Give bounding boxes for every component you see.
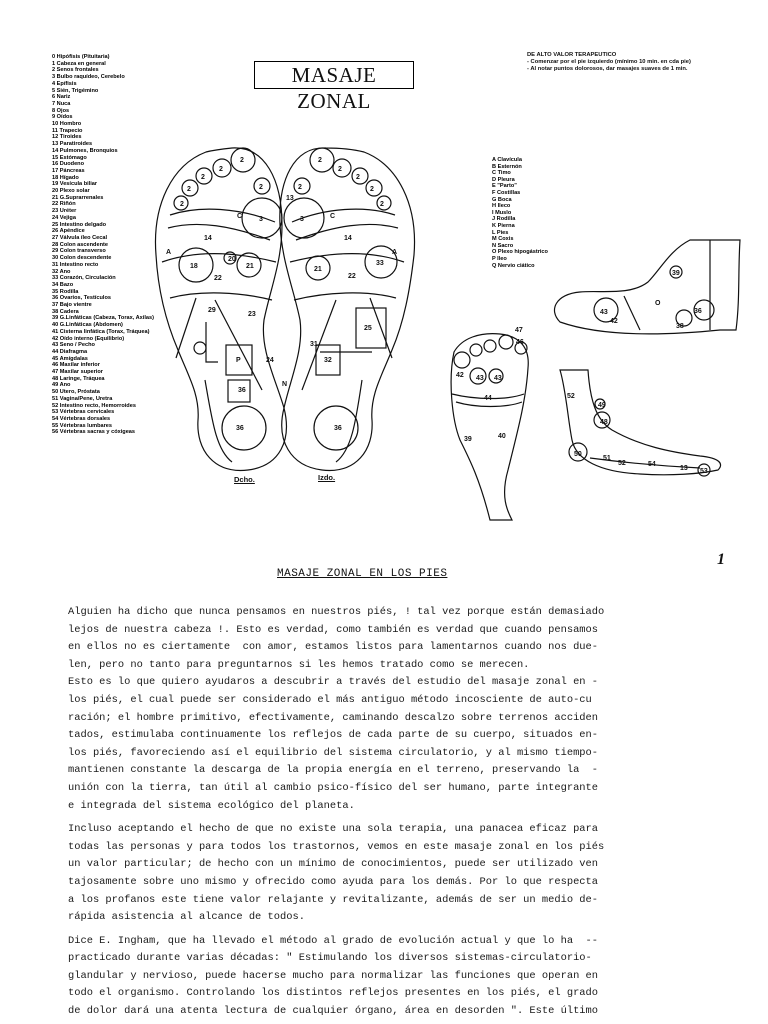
legend-item: G Boca (492, 196, 512, 203)
svg-text:29: 29 (208, 307, 216, 314)
svg-text:2: 2 (259, 184, 263, 191)
legend-item: 7 Nuca (52, 100, 71, 107)
dorsal-foot-diagram (451, 334, 528, 520)
legend-item: 22 Riñón (52, 201, 76, 208)
text-line: a los profanos este tiene valor relajante y revitalizante, además de ser un medio de- (68, 893, 599, 906)
legend-item: 49 Ano (52, 382, 71, 389)
text-line: Incluso aceptando el hecho de que no existe una sola terapia, una panacea eficaz para (68, 823, 599, 836)
text-line: todo el organismo. Controlando los distintos reflejos presentes en los piés, el grado (68, 987, 599, 1000)
svg-text:3: 3 (300, 216, 304, 223)
text-line: lejos de nuestra cabeza !. Esto es verdad, como también es verdad que cuando pensamos (68, 623, 599, 636)
legend-item: 30 Colon descendente (52, 255, 112, 262)
svg-text:2: 2 (380, 201, 384, 208)
legend-item: 4 Epífisis (52, 80, 77, 87)
therapy-line: - Comenzar por el pie izquierdo (mínimo 10 min. en cda pie) (527, 59, 691, 65)
text-line: Esto es lo que quiero ayudaros a descubrir a través del estudio del masaje zonal en - (68, 676, 599, 689)
svg-text:39: 39 (464, 436, 472, 443)
legend-item: 11 Trapecio (52, 127, 83, 134)
legend-item: 53 Vértebras cervicales (52, 409, 115, 416)
legend-item: 12 Tiroides (52, 134, 82, 141)
legend-item: O Plexo hipogástrico (492, 249, 548, 256)
text-line: Alguien ha dicho que nunca pensamos en nuestros piés, ! tal vez porque están demasiado (68, 606, 605, 618)
legend-item: 41 Cisterna linfática (Torax, Tráquea) (52, 328, 150, 335)
text-line: los piés, favoreciendo así el equilibrio del sistema circulatorio, y al mismo tiempo- (68, 746, 599, 759)
legend-item: K Pierna (492, 222, 515, 229)
text-line: unión con la tierra, tan útil al cambio psico-físico del ser humano, parte integrante (68, 781, 599, 794)
svg-text:A: A (392, 249, 398, 256)
legend-item: 13 Paratiroides (52, 141, 93, 148)
svg-text:A: A (166, 249, 172, 256)
svg-text:2: 2 (338, 166, 342, 173)
svg-text:24: 24 (266, 357, 274, 364)
text-line: glandular y nervioso, puede hacerse mucho para normalizar las funciones que operan en (68, 969, 599, 982)
legend-item: 47 Maxilar superior (52, 369, 103, 376)
legend-item: B Esternón (492, 163, 522, 170)
svg-text:P: P (236, 357, 241, 364)
svg-text:2: 2 (240, 157, 244, 164)
svg-text:2: 2 (180, 201, 184, 208)
legend-item: 32 Ano (52, 268, 71, 275)
text-line: len, pero no tanto para preguntarnos si les hemos tratado como se merecen. (68, 658, 530, 671)
svg-text:48: 48 (600, 419, 608, 426)
svg-text:2: 2 (318, 157, 322, 164)
svg-text:47: 47 (515, 327, 523, 334)
legend-item: 24 Vejiga (52, 214, 76, 221)
svg-text:36: 36 (236, 425, 244, 432)
right-foot-label: Dcho. (234, 475, 255, 484)
svg-text:C: C (330, 213, 336, 220)
svg-text:3: 3 (259, 216, 263, 223)
legend-item: Q Nervio ciático (492, 262, 535, 269)
legend-item: 3 Bulbo raquídeo, Cerebelo (52, 74, 125, 81)
svg-text:18: 18 (190, 263, 198, 270)
text-line: practicado durante varias décadas: " Estimulando los diversos sistemas-circulatorio- (68, 952, 592, 965)
legend-item: H Ileco (492, 203, 511, 210)
legend-item: 27 Válvula íleo Cecal (52, 234, 108, 241)
left-sole-diagram (280, 148, 415, 471)
svg-text:43: 43 (600, 309, 608, 316)
svg-text:44: 44 (484, 395, 492, 402)
chart-title: MASAJE ZONAL (254, 61, 414, 89)
legend-item: 1 Cabeza en general (52, 60, 106, 67)
legend-item: 29 Colon transverso (52, 248, 106, 255)
paragraph (68, 604, 718, 815)
legend-item: 2 Senos frontales (52, 67, 99, 74)
legend-item: 34 Bazo (52, 281, 74, 288)
legend-item: 28 Colon ascendente (52, 241, 108, 248)
svg-text:43: 43 (494, 375, 502, 382)
legend-item: 45 Amígdalas (52, 355, 88, 362)
svg-text:O: O (655, 300, 661, 307)
legend-item: 39 G.Linfáticas (Cabeza, Torax, Axilas) (52, 315, 154, 322)
svg-text:2: 2 (370, 186, 374, 193)
legend-item: 14 Pulmones, Bronquios (52, 147, 118, 154)
legend-item: 31 Intestino recto (52, 261, 99, 268)
left-foot-label: Izdo. (318, 473, 336, 482)
text-line: rápida asistencia al alcance de todos. (68, 911, 305, 924)
svg-text:2: 2 (201, 174, 205, 181)
svg-text:32: 32 (324, 357, 332, 364)
legend-item: 43 Seno / Pecho (52, 342, 95, 349)
paragraph (68, 821, 718, 927)
text-line: de dolor dará una atenta lectura de cualquier órgano, área en desorden ". Este último (68, 1005, 599, 1018)
legend-item: 38 Cadera (52, 308, 79, 315)
paragraph (68, 933, 718, 1021)
legend-item: 19 Vesícula biliar (52, 181, 98, 188)
svg-text:2: 2 (187, 186, 191, 193)
legend-item: P Ileo (492, 255, 507, 262)
svg-text:14: 14 (344, 235, 352, 242)
text-line: tajosamente sobre uno mismo y ofrecido como ayuda para los demás. Por lo que respecta (68, 875, 599, 888)
svg-text:33: 33 (376, 260, 384, 267)
legend-item: 21 G.Suprarrenales (52, 194, 104, 201)
legend-item: 20 Plexo solar (52, 188, 90, 195)
legend-item: 44 Diafragma (52, 348, 88, 355)
svg-text:52: 52 (567, 393, 575, 400)
legend-item: 17 Páncreas (52, 167, 85, 174)
legend-item: 51 Vagina/Pene, Uretra (52, 395, 113, 402)
svg-text:40: 40 (498, 433, 506, 440)
legend-item: 10 Hombro (52, 121, 82, 128)
legend-item: N Sacro (492, 242, 514, 249)
svg-text:22: 22 (214, 275, 222, 282)
svg-text:52: 52 (618, 460, 626, 467)
svg-text:13: 13 (286, 195, 294, 202)
svg-text:36: 36 (334, 425, 342, 432)
legend-item: J Rodilla (492, 216, 516, 223)
text-line: un valor particular; de hecho con un mínimo de conocimientos, puede ser utilizado ven (68, 858, 599, 871)
legend-item: F Costillas (492, 189, 521, 196)
text-line: todas las personas y para todos los trastornos, vemos en este masaje zonal en los piés (68, 840, 605, 853)
svg-text:54: 54 (648, 461, 656, 468)
legend-item: 54 Vértebras dorsales (52, 415, 111, 422)
svg-text:21: 21 (314, 266, 322, 273)
legend-item: L Pies (492, 229, 509, 236)
legend-item: 40 G.Linfáticas (Abdomen) (52, 322, 123, 329)
svg-text:42: 42 (456, 372, 464, 379)
legend-item: 9 Oídos (52, 114, 73, 121)
legend-item: 23 Uréter (52, 208, 77, 215)
legend-item: 0 Hipófisis (Pituitaria) (52, 54, 110, 60)
legend-item: 15 Estómago (52, 154, 87, 161)
svg-text:46: 46 (516, 339, 524, 346)
legend-item: 46 Maxilar inferior (52, 362, 100, 369)
svg-text:43: 43 (476, 375, 484, 382)
text-line: e integrada del sistema ecológico del planeta. (68, 799, 355, 812)
svg-text:2: 2 (219, 166, 223, 173)
svg-text:N: N (282, 381, 288, 388)
right-sole-diagram (155, 148, 286, 471)
svg-text:25: 25 (364, 325, 372, 332)
svg-text:31: 31 (310, 341, 318, 348)
legend-item: A Clavícula (492, 157, 522, 163)
legend-item: 35 Rodilla (52, 288, 79, 295)
legend-item: 33 Corazón, Circulación (52, 275, 116, 282)
text-line: tados, estimulaba continuamente los reflejos de cada parte de su cuerpo, situados en- (68, 729, 599, 742)
legend-item: 16 Duodeno (52, 161, 85, 168)
legend-item: 37 Bajo vientre (52, 302, 92, 309)
svg-text:21: 21 (246, 263, 254, 270)
svg-text:39: 39 (672, 270, 680, 277)
text-line: mantienen constante la descarga de la propia energía en el terreno, preservando la - (68, 764, 599, 777)
svg-text:36: 36 (694, 308, 702, 315)
svg-text:49: 49 (598, 402, 606, 409)
svg-text:42: 42 (610, 318, 618, 325)
svg-text:38: 38 (676, 323, 684, 330)
legend-item: 6 Nariz (52, 94, 71, 101)
inner-side-foot-diagram (554, 240, 740, 334)
article-body (68, 604, 718, 1021)
legend-item: I Muslo (492, 209, 512, 216)
svg-text:14: 14 (204, 235, 212, 242)
legend-item: E "Parto" (492, 183, 517, 190)
legend-item: 56 Vértebras sacras y cóxigeas (52, 429, 136, 436)
svg-text:50: 50 (574, 451, 582, 458)
legend-item: 36 Ovarios, Testículos (52, 295, 111, 302)
therapy-heading: DE ALTO VALOR TERAPEUTICO (527, 52, 617, 58)
legend-item: 8 Ojos (52, 107, 70, 114)
legend-item: D Pleura (492, 176, 515, 183)
legend-item: 25 Intestino delgado (52, 221, 107, 228)
outer-side-foot-diagram (560, 370, 721, 476)
therapy-line: - Al notar puntos dolorosos, dar masajes suaves de 1 min. (527, 66, 688, 72)
svg-text:20: 20 (228, 256, 236, 263)
text-line: Dice E. Ingham, que ha llevado el método al grado de evolución actual y que lo ha -- (68, 934, 599, 947)
legend-item: 42 Oído interno (Equilibrio) (52, 335, 125, 342)
legend-item: 18 Hígado (52, 174, 79, 181)
legend-item: 55 Vértebras lumbares (52, 422, 113, 429)
svg-text:2: 2 (298, 184, 302, 191)
legend-item: 48 Laringe, Tráquea (52, 375, 105, 382)
legend-item: C Timo (492, 170, 511, 177)
text-line: ración; el hombre primitivo, efectivamente, caminando descalzo sobre terrenos acciden (68, 711, 599, 724)
legend-item: 5 Sién, Trigémino (52, 87, 99, 94)
legend-item: M Coxis (492, 236, 514, 243)
svg-text:36: 36 (238, 387, 246, 394)
svg-text:51: 51 (603, 455, 611, 462)
svg-text:23: 23 (248, 311, 256, 318)
svg-text:13: 13 (680, 465, 688, 472)
page-number: 1 (717, 551, 725, 568)
svg-text:C: C (237, 213, 243, 220)
text-line: en ellos no es ciertamente con amor, estamos listos para lamentarnos cuando nos due- (68, 641, 599, 654)
legend-item: 26 Apéndice (52, 228, 85, 235)
legend-item: 50 Útero, Próstata (52, 389, 100, 396)
text-line: los piés, el cual puede ser considerado el más antiguo método incosciente de auto-cu (68, 693, 592, 706)
legend-item: 52 Intestino recto, Hemorroides (52, 402, 136, 409)
svg-text:53: 53 (700, 468, 708, 475)
svg-text:2: 2 (356, 174, 360, 181)
svg-text:22: 22 (348, 273, 356, 280)
article-title: MASAJE ZONAL EN LOS PIES (277, 568, 448, 580)
